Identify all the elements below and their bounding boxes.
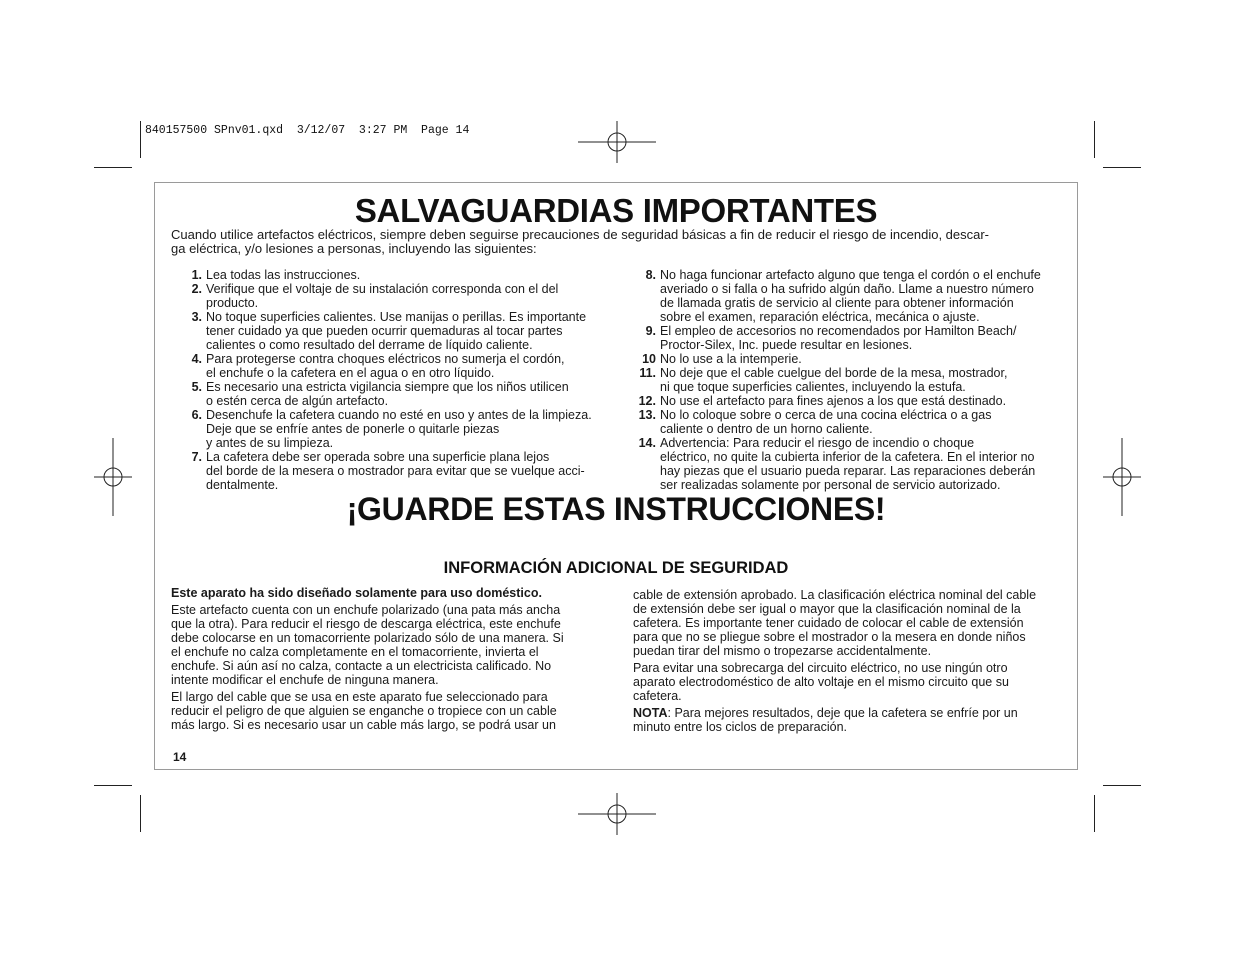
list-item: 2. Verifique que el voltaje de su instalación corresponda con el del producto. (191, 282, 559, 310)
list-item: 10 No lo use a la intemperie. (642, 352, 802, 366)
save-instructions-title: ¡GUARDE ESTAS INSTRUCCIONES! (346, 491, 886, 527)
crop-mark (94, 785, 132, 786)
crop-mark (1103, 785, 1141, 786)
print-slug: 840157500 SPnv01.qxd 3/12/07 3:27 PM Page 14 (145, 124, 470, 137)
registration-mark-right (1103, 438, 1141, 516)
list-item: 14. Advertencia: Para reducir el riesgo de incendio o choque eléctrico, no quite la cubierta inferior de la cafetera. En el interior no hay piezas que el usuario pueda reparar. Las reparaciones deberán ser realizadas solamente por personal de servicio autorizado. (638, 436, 1036, 492)
cord-paragraph-part1: El largo del cable que se usa en este aparato fue seleccionado para reducir el peligro de que alguien se enganche o tropiece con un cable más largo. Si es necesario usar un cable más largo, se podrá usar un (171, 690, 557, 732)
note-label: NOTA (633, 706, 668, 720)
crop-mark (1094, 795, 1095, 832)
crop-mark (94, 167, 132, 168)
registration-mark-bottom (578, 793, 656, 835)
list-item: 6. Desenchufe la cafetera cuando no esté en uso y antes de la limpieza. Deje que se enfríe antes de ponerle o quitarle piezas y antes de su limpieza. (191, 408, 592, 450)
list-item: 11. No deje que el cable cuelgue del borde de la mesa, mostrador, ni que toque superficies calientes, incluyendo la estufa. (639, 366, 1008, 394)
list-item: 12. No use el artefacto para fines ajenos a los que está destinado. (638, 394, 1007, 408)
household-heading: Este aparato ha sido diseñado solamente para uso doméstico. (171, 586, 542, 600)
registration-mark-left (94, 438, 132, 516)
list-item: 13. No lo coloque sobre o cerca de una cocina eléctrica o a gas caliente o dentro de un horno caliente. (638, 408, 992, 436)
crop-mark (1103, 167, 1141, 168)
crop-mark (140, 795, 141, 832)
info-column-right (633, 588, 1071, 737)
note-paragraph (633, 706, 1071, 734)
safeguards-list-left (171, 268, 611, 492)
page-title: SALVAGUARDIAS IMPORTANTES (354, 192, 878, 229)
info-column-left (171, 586, 609, 735)
intro-text: Cuando utilice artefactos eléctricos, siempre deben seguirse precauciones de seguridad básicas a fin de reducir el riesgo de incendio, descar- ga eléctrica, y/o lesiones a personas, incluyendo las siguientes: (171, 227, 990, 256)
page-number: 14 (173, 750, 187, 764)
list-item: 4. Para protegerse contra choques eléctricos no sumerja el cordón, el enchufe o la cafetera en el agua o en otro líquido. (191, 352, 565, 380)
list-item: 1. Lea todas las instrucciones. (191, 268, 361, 282)
safeguards-list-right (625, 268, 1070, 492)
list-item: 3. No toque superficies calientes. Use manijas o perillas. Es importante tener cuidado ya que pueden ocurrir quemaduras al tocar partes calientes o como resultado del derrame de líquido caliente. (191, 310, 587, 352)
page-panel (154, 182, 1078, 770)
list-item: 9. El empleo de accesorios no recomendados por Hamilton Beach/ Proctor-Silex, Inc. puede resultar en lesiones. (645, 324, 1017, 352)
registration-mark-top (578, 121, 656, 163)
crop-mark (140, 121, 141, 158)
overload-paragraph: Para evitar una sobrecarga del circuito eléctrico, no use ningún otro aparato electrodoméstico de alto voltaje en el mismo circuito que su cafetera. (633, 661, 1009, 703)
polarized-plug-paragraph: Este artefacto cuenta con un enchufe polarizado (una pata más ancha que la otra). Para reducir el riesgo de descarga eléctrica, este enchufe debe colocarse en un tomacorriente polarizado sólo de una manera. Si el enchufe no calza completamente en el tomacorriente, invierta el enchufe. Si aún así no calza, contacte a un electricista calificado. No intente modificar el enchufe de ninguna manera. (171, 603, 564, 687)
list-item: 7. La cafetera debe ser operada sobre una superficie plana lejos del borde de la mesera o mostrador para evitar que se vuelque acci- dentalmente. (191, 450, 585, 492)
list-item: 8. No haga funcionar artefacto alguno que tenga el cordón o el enchufe averiado o si falla o ha sufrido algún daño. Llame a nuestro número de llamada gratis de servicio al cliente para obtener información sobre el examen, reparación eléctrica, mecánica o ajuste. (645, 268, 1041, 324)
list-item: 5. Es necesario una estricta vigilancia siempre que los niños utilicen o estén cerca de algún artefacto. (191, 380, 569, 408)
note-text: : Para mejores resultados, deje que la cafetera se enfríe por un minuto entre los ciclos de preparación. (633, 706, 1018, 734)
crop-mark (1094, 121, 1095, 158)
section-heading: INFORMACIÓN ADICIONAL DE SEGURIDAD (443, 559, 789, 577)
cord-paragraph-part2: cable de extensión aprobado. La clasificación eléctrica nominal del cable de extensión debe ser igual o mayor que la clasificación nominal de la cafetera. Es importante tener cuidado de colocar el cable de extensión para que no se pliegue sobre el mostrador o la mesera en donde niños puedan tirar del mismo o tropezarse accidentalmente. (633, 588, 1037, 658)
